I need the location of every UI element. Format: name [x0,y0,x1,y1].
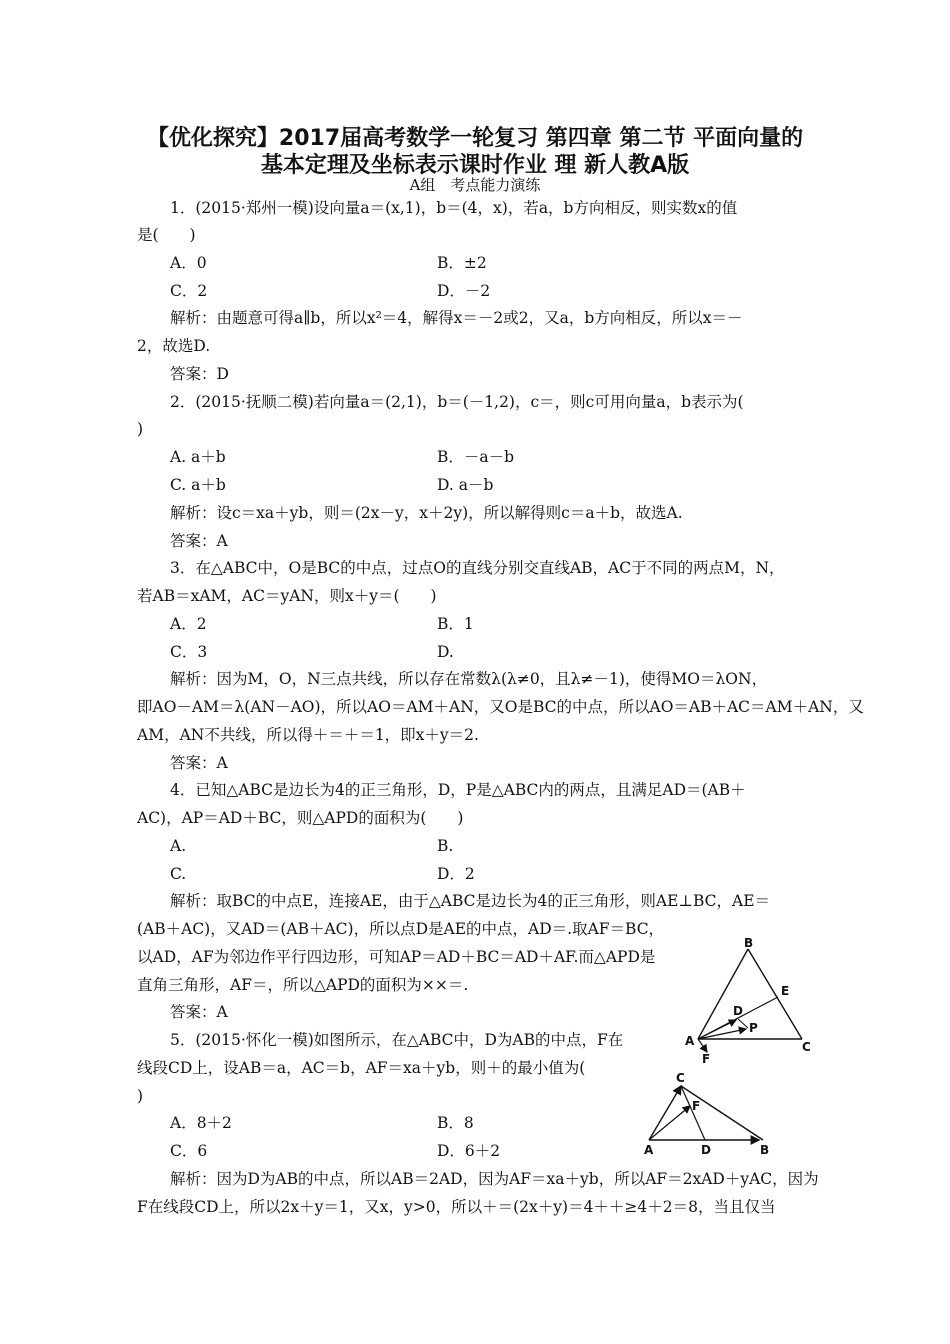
q5-option-b: B．8 [437,1114,474,1132]
section-heading: A组 考点能力演练 [409,176,541,194]
q1-option-c: C．2 [170,282,208,300]
document-title-line2: 基本定理及坐标表示课时作业 理 新人教A版 [260,153,690,178]
fig1-label-p: P [749,1021,758,1035]
q5-stem-line1: 5．(2015·怀化一模)如图所示，在△ABC中，D为AB的中点，F在 [170,1031,624,1049]
q5-solution-line2: F在线段CD上，所以2x＋y＝1，又x，y>0，所以＋＝(2x＋y)＝4＋＋≥4＋2＝8，当且仅当 [137,1198,776,1216]
fig1-label-b: B [744,936,754,950]
fig1-label-e: E [781,984,790,998]
q1-stem-line2: 是( ) [137,226,196,244]
q4-option-d: D．2 [437,865,475,883]
q5-option-a: A．8＋2 [170,1114,232,1132]
fig1-label-f: F [702,1052,711,1066]
q3-solution-line2: 即AO－AM＝λ(AN－AO)，所以AO＝AM＋AN，又O是BC的中点，所以AO＝AB＋AC＝AM＋AN，又 [137,698,864,716]
fig1-label-c: C [802,1040,811,1054]
q1-solution-line1: 解析：由题意可得a∥b，所以x²＝4，解得x＝－2或2，又a，b方向相反，所以x＝－ [170,309,743,327]
q3-stem-line1: 3．在△ABC中，O是BC的中点，过点O的直线分别交直线AB，AC于不同的两点M，N， [170,559,785,577]
q2-option-c: C. a＋b [170,476,226,494]
document-title-line1: 【优化探究】2017届高考数学一轮复习 第四章 第二节 平面向量的 [146,126,804,151]
q4-answer: 答案：A [170,1003,228,1021]
fig2-label-b: B [760,1143,770,1157]
figure-triangle-apd [680,935,815,1067]
q3-option-a: A．2 [170,615,207,633]
fig1-label-d: D [733,1004,743,1018]
q4-option-b: B. [437,837,454,855]
q4-option-a: A. [170,837,187,855]
fig1-vector-ap [698,1029,746,1039]
q1-stem-line1: 1．(2015·郑州一模)设向量a＝(x,1)，b＝(4，x)，若a，b方向相反，则实数x的值 [170,199,738,217]
fig2-vector-ac [649,1086,681,1140]
q5-stem-line2: 线段CD上，设AB＝a，AC＝b，AF＝xa＋yb，则＋的最小值为( [137,1059,586,1077]
fig1-label-a: A [685,1034,695,1048]
fig2-label-f: F [692,1099,701,1113]
q3-stem-line2: 若AB＝xAM，AC＝yAN，则x＋y＝( ) [137,587,437,605]
q2-option-d: D. a－b [437,476,494,494]
q1-answer: 答案：D [170,365,229,383]
q2-solution-line1: 解析：设c＝xa＋yb，则＝(2x－y，x＋2y)，所以解得则c＝a＋b，故选A. [170,504,683,522]
q4-stem-line1: 4．已知△ABC是边长为4的正三角形，D，P是△ABC内的两点，且满足AD＝(AB＋ [170,781,746,799]
q2-option-b: B．－a－b [437,448,515,466]
fig2-label-c: C [676,1071,685,1085]
fig1-vector-af [698,1039,707,1052]
figure-triangle-acd [635,1070,775,1160]
q3-option-d: D. [437,643,454,661]
q2-stem-line2: ) [137,420,144,438]
q1-solution-line2: 2，故选D. [137,337,211,355]
q2-option-a: A. a＋b [170,448,226,466]
q5-stem-line3: ) [137,1087,144,1105]
q2-stem-line1: 2．(2015·抚顺二模)若向量a＝(2,1)，b＝(－1,2)，c＝，则c可用向量a，b表示为( [170,393,744,411]
q1-option-b: B．±2 [437,254,487,272]
q1-option-d: D．－2 [437,282,491,300]
q3-solution-line1: 解析：因为M，O，N三点共线，所以存在常数λ(λ≠0，且λ≠－1)，使得MO＝λON， [170,670,768,688]
q4-solution-line4: 直角三角形，AF＝，所以△APD的面积为××＝. [137,976,469,994]
q4-stem-line2: AC)，AP＝AD＋BC，则△APD的面积为( ) [137,809,464,827]
q3-option-c: C．3 [170,643,208,661]
q4-solution-line3: 以AD，AF为邻边作平行四边形，可知AP＝AD＋BC＝AD＋AF.而△APD是 [137,948,656,966]
q4-solution-line1: 解析：取BC的中点E，连接AE，由于△ABC是边长为4的正三角形，则AE⊥BC，AE＝ [170,892,771,910]
q3-answer: 答案：A [170,754,228,772]
fig2-label-a: A [644,1143,654,1157]
q1-option-a: A．0 [170,254,207,272]
q3-option-b: B．1 [437,615,474,633]
q4-option-c: C. [170,865,187,883]
q4-solution-line2: (AB＋AC)，又AD＝(AB＋AC)，所以点D是AE的中点，AD＝.取AF＝BC， [137,920,665,938]
fig2-vector-af [649,1106,690,1140]
fig2-label-d: D [701,1143,711,1157]
q5-option-d: D．6＋2 [437,1142,501,1160]
fig1-segment-dp [738,1019,748,1028]
q3-solution-line3: AM，AN不共线，所以得＋＝＋＝1，即x＋y＝2. [137,726,479,744]
q5-option-c: C．6 [170,1142,208,1160]
q2-answer: 答案：A [170,532,228,550]
q5-solution-line1: 解析：因为D为AB的中点，所以AB＝2AD，因为AF＝xa＋yb，所以AF＝2xAD＋yAC，因为 [170,1170,819,1188]
